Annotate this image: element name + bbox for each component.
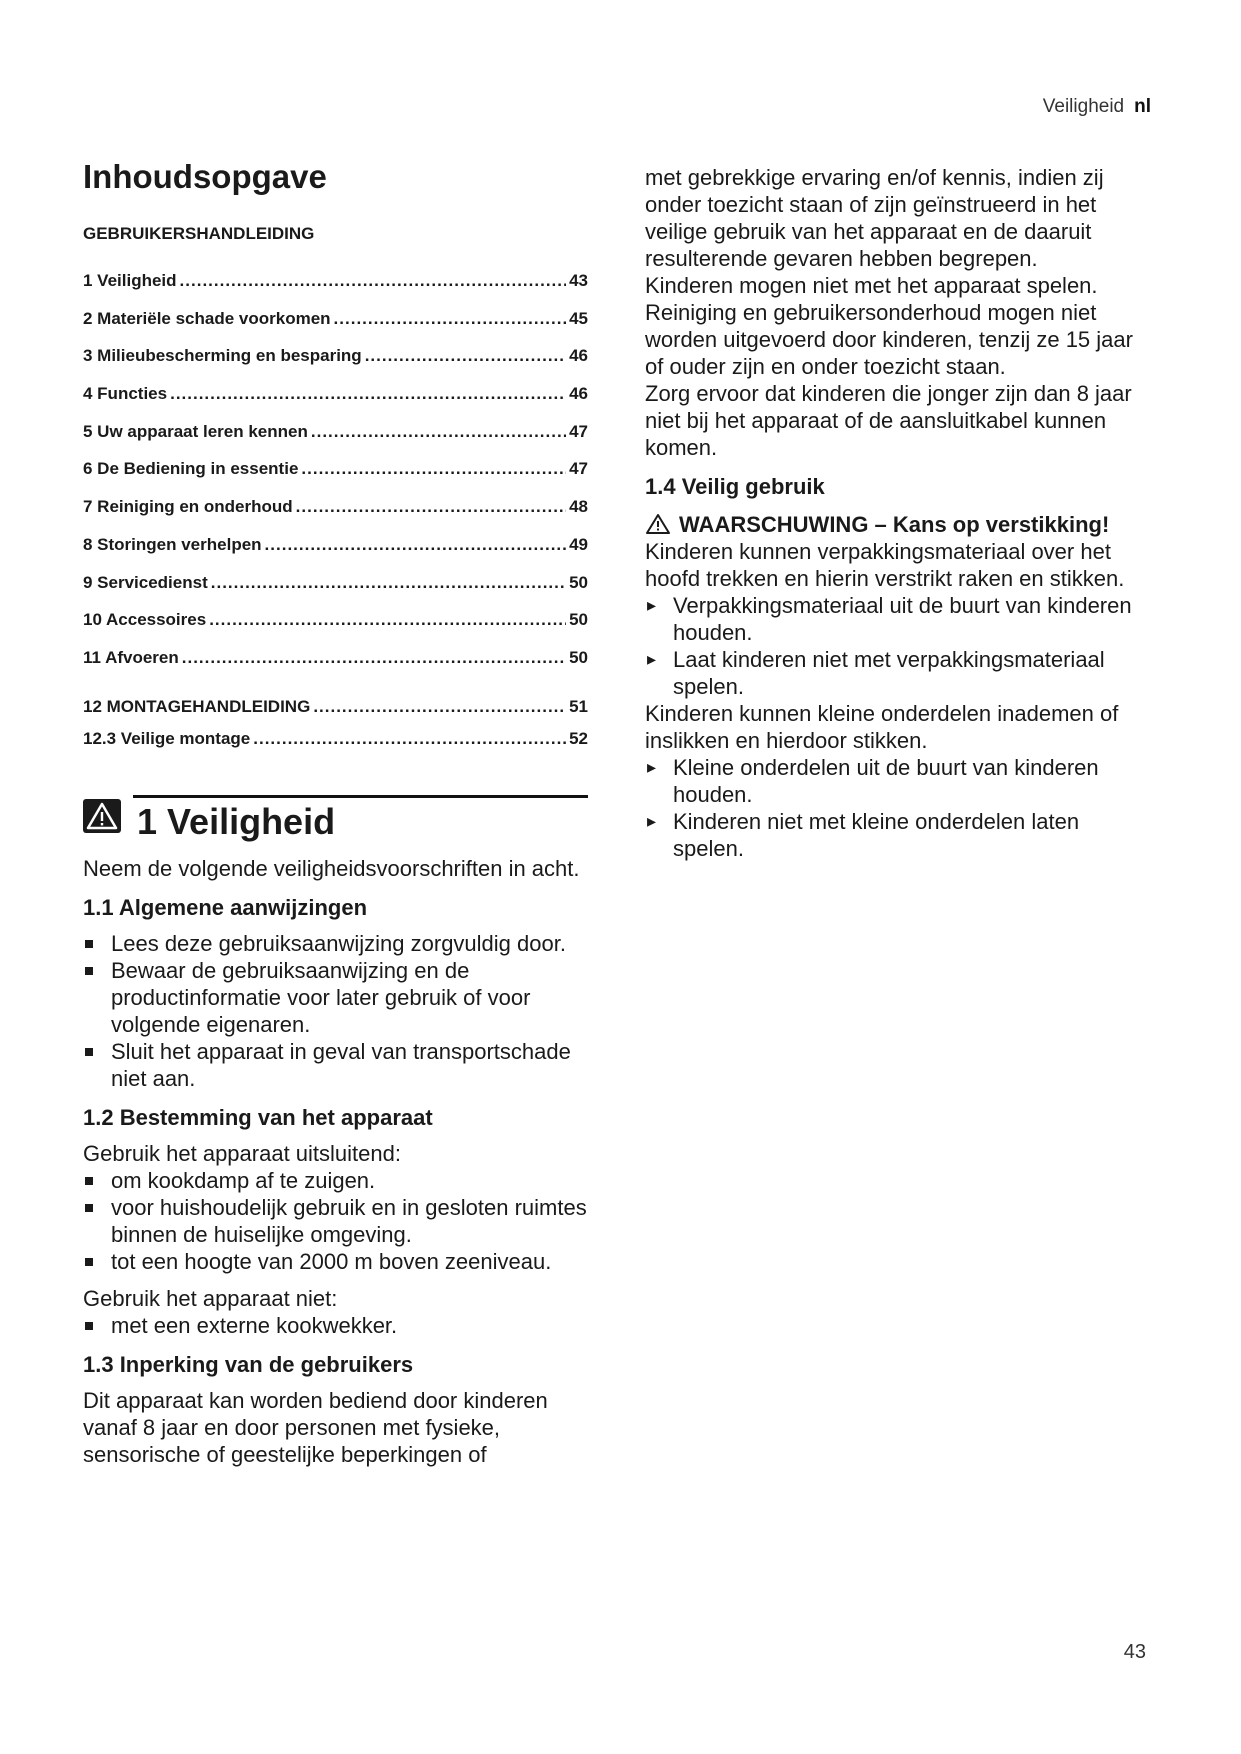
toc-entry-page: 46 [569, 384, 588, 404]
toc-entry-page: 43 [569, 271, 588, 290]
toc-entry-label: 6 De Bediening in essentie [83, 459, 299, 479]
toc-entry-page: 48 [569, 497, 588, 517]
toc-entry[interactable] [83, 450, 588, 488]
toc-entry-label: 11 Afvoeren [83, 647, 179, 667]
section-1-3-para: Reiniging en gebruikersonderhoud mogen niet worden uitgevoerd door kinderen, tenzij ze 15 jaar of ouder zijn en onder toezicht staan. [645, 300, 1133, 379]
toc-entry[interactable] [83, 601, 588, 639]
toc-leader-dots [253, 723, 566, 755]
section-1-3-para-cont: met gebrekkige ervaring en/of kennis, indien zij onder toezicht staan of zijn geïnstrueerd in het veilige gebruik van het apparaat en de daaruit resulterende gevaren hebben begrepen. [645, 165, 1104, 271]
toc-leader-dots [170, 375, 566, 413]
toc-entry-page: 45 [569, 308, 588, 328]
chapter-intro: Neem de volgende veiligheidsvoorschriften in acht. [83, 855, 580, 881]
toc-entry[interactable] [83, 564, 588, 602]
warning-triangle-icon [645, 513, 671, 535]
toc-entry-label: 1 Veiligheid [83, 271, 177, 290]
section-1-1-title: 1.1 Algemene aanwijzingen [83, 894, 368, 920]
chapter-rule [133, 795, 588, 798]
right-column [645, 164, 1150, 862]
toc-entry[interactable] [83, 375, 588, 413]
step-item: ▸ Kinderen niet met kleine onderdelen laten spelen. [645, 808, 1150, 862]
toc-leader-dots [265, 526, 567, 564]
toc-leader-dots [180, 262, 567, 300]
toc-leader-dots [365, 337, 566, 375]
header-lang: nl [1134, 96, 1151, 117]
toc-entry-page: 50 [569, 572, 588, 592]
toc-leader-dots [334, 300, 567, 338]
toc-entry-page: 50 [569, 610, 588, 630]
left-column [83, 158, 588, 1468]
toc-entry[interactable] [83, 300, 588, 338]
chapter-heading [83, 795, 588, 855]
toc-entry[interactable] [83, 413, 588, 451]
toc-entry-page: 47 [569, 421, 588, 441]
toc-leader-dots [296, 488, 566, 526]
toc-entry[interactable] [83, 337, 588, 375]
toc-entry-page: 51 [569, 696, 588, 716]
list-item: voor huishoudelijk gebruik en in gesloten ruimtes binnen de huiselijke omgeving. [83, 1194, 588, 1248]
section-1-4-title: 1.4 Veilig gebruik [645, 474, 825, 499]
toc-list [83, 262, 588, 677]
section-1-3-para: Zorg ervoor dat kinderen die jonger zijn dan 8 jaar niet bij het apparaat of de aansluitkabel kunnen komen. [645, 381, 1132, 460]
toc-leader-dots [301, 450, 566, 488]
toc-entry-label: 2 Materiële schade voorkomen [83, 308, 331, 328]
toc-leader-dots [182, 639, 566, 677]
list-item: tot een hoogte van 2000 m boven zeeniveau. [83, 1248, 588, 1275]
page-number: 43 [1123, 1641, 1146, 1663]
warning-text: WAARSCHUWING – Kans op verstikking! [679, 512, 1110, 537]
toc-entry[interactable] [83, 723, 588, 755]
step-item: ▸ Kleine onderdelen uit de buurt van kinderen houden. [645, 754, 1150, 808]
list-item: Lees deze gebruiksaanwijzing zorgvuldig door. [83, 930, 588, 957]
section-1-2-list-not [83, 1312, 588, 1339]
toc-entry[interactable] [83, 488, 588, 526]
toc-subtitle: GEBRUIKERSHANDLEIDING [83, 224, 315, 243]
section-1-2-title: 1.2 Bestemming van het apparaat [83, 1104, 433, 1130]
list-item: Bewaar de gebruiksaanwijzing en de productinformatie voor later gebruik of voor volgende eigenaren. [83, 957, 588, 1038]
section-1-2-intro-not: Gebruik het apparaat niet: [83, 1285, 338, 1311]
section-1-4-steps [645, 592, 1150, 700]
toc-leader-dots [211, 564, 566, 602]
step-item: ▸ Laat kinderen niet met verpakkingsmateriaal spelen. [645, 646, 1150, 700]
list-item: Sluit het apparaat in geval van transportschade niet aan. [83, 1038, 588, 1092]
toc-entry-label: 9 Servicedienst [83, 572, 208, 592]
toc-entry-label: 8 Storingen verhelpen [83, 534, 262, 554]
section-1-2-intro: Gebruik het apparaat uitsluitend: [83, 1140, 401, 1166]
warning-heading [645, 511, 1150, 538]
toc-leader-dots [311, 413, 566, 451]
section-1-3-para: Kinderen mogen niet met het apparaat spelen. [645, 273, 1098, 298]
toc-entry[interactable] [83, 526, 588, 564]
section-1-4-para: Kinderen kunnen kleine onderdelen inademen of inslikken en hierdoor stikken. [645, 701, 1119, 753]
warning-icon [83, 799, 121, 833]
toc-entry-label: 12 MONTAGEHANDLEIDING [83, 696, 311, 716]
toc-entry-label: 3 Milieubescherming en besparing [83, 346, 362, 366]
step-item: ▸ Verpakkingsmateriaal uit de buurt van kinderen houden. [645, 592, 1150, 646]
toc-entry-label: 7 Reiniging en onderhoud [83, 497, 293, 517]
toc-mount-list [83, 691, 588, 755]
toc-entry-page: 52 [569, 728, 588, 748]
section-1-3-para: Dit apparaat kan worden bediend door kinderen vanaf 8 jaar en door personen met fysieke, sensorische of geestelijke beperkingen of [83, 1387, 548, 1467]
section-1-1-list [83, 930, 588, 1092]
toc-entry-page: 49 [569, 534, 588, 554]
chapter-title: 1 Veiligheid [137, 800, 336, 842]
list-item: om kookdamp af te zuigen. [83, 1167, 588, 1194]
toc-entry[interactable] [83, 262, 588, 300]
toc-title: Inhoudsopgave [83, 158, 327, 195]
toc-leader-dots [209, 601, 566, 639]
toc-entry-label: 4 Functies [83, 384, 168, 404]
running-header [1043, 96, 1151, 118]
section-1-2-list [83, 1167, 588, 1275]
toc-entry-page: 46 [569, 346, 588, 366]
toc-entry[interactable] [83, 691, 588, 723]
toc-entry-page: 47 [569, 459, 588, 479]
toc-leader-dots [313, 691, 566, 723]
toc-entry-page: 50 [569, 647, 588, 667]
section-1-4-steps [645, 754, 1150, 862]
header-section: Veiligheid [1042, 96, 1125, 117]
list-item: met een externe kookwekker. [83, 1312, 588, 1339]
section-1-4-para: Kinderen kunnen verpakkingsmateriaal over het hoofd trekken en hierin verstrikt raken en stikken. [645, 539, 1125, 591]
section-1-3-title: 1.3 Inperking van de gebruikers [83, 1351, 414, 1377]
toc-entry-label: 12.3 Veilige montage [83, 728, 251, 748]
toc-entry-label: 10 Accessoires [83, 610, 207, 630]
toc-entry-label: 5 Uw apparaat leren kennen [83, 421, 308, 441]
toc-entry[interactable] [83, 639, 588, 677]
